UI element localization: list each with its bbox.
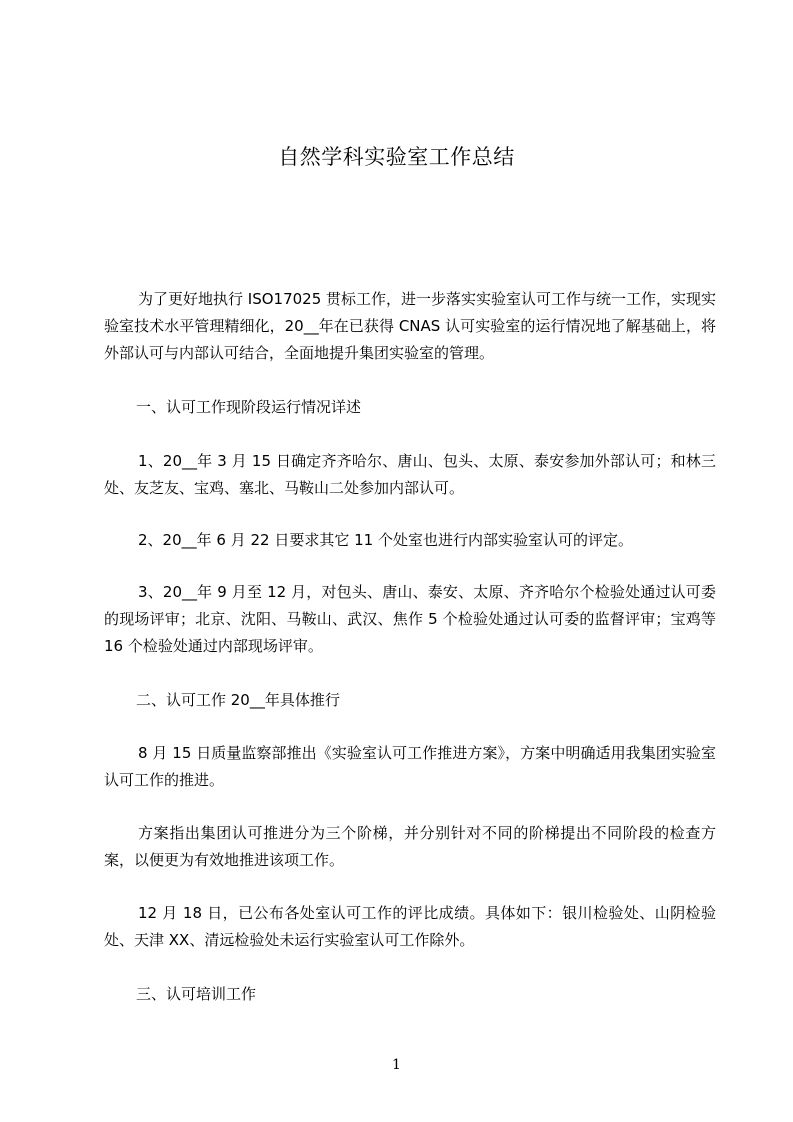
section-1-item-3-text: 3、20__年 9 月至 12 月，对包头、唐山、泰安、太原、齐齐哈尔个检验处通过认可委的现场评审；北京、沈阳、马鞍山、武汉、焦作 5 个检验处通过认可委的监督评审；宝鸡等 16 个检验处通过内部现场评审。: [104, 583, 716, 655]
intro-text: 为了更好地执行 ISO17025 贯标工作，进一步落实实验室认可工作与统一工作，实现实验室技术水平管理精细化，20__年在已获得 CNAS 认可实验室的运行情况地了解基础上，将外部认可与内部认可结合，全面地提升集团实验室的管理。: [104, 290, 717, 362]
section-2-paragraph-2-text: 方案指出集团认可推进分为三个阶梯，并分别针对不同的阶梯提出不同阶段的检查方案，以便更为有效地推进该项工作。: [104, 824, 716, 869]
section-2-paragraph-3-text: 12 月 18 日，已公布各处室认可工作的评比成绩。具体如下：银川检验处、山阴检验处、天津 XX、清远检验处未运行实验室认可工作除外。: [104, 904, 716, 949]
section-1-item-3: [104, 579, 716, 660]
section-2-heading: 二、认可工作 20__年具体推行: [136, 691, 340, 709]
section-1-item-1-text: 1、20__年 3 月 15 日确定齐齐哈尔、唐山、包头、太原、泰安参加外部认可；和林三处、友芝友、宝鸡、塞北、马鞍山二处参加内部认可。: [104, 452, 716, 497]
page-number: 1: [392, 1057, 401, 1073]
intro-paragraph: [104, 286, 716, 367]
section-1-heading: 一、认可工作现阶段运行情况详述: [136, 398, 362, 416]
section-2-paragraph-1: [104, 740, 716, 794]
section-2-paragraph-2: [104, 820, 716, 874]
section-1-item-2-text: 2、20__年 6 月 22 日要求其它 11 个处室也进行内部实验室认可的评定。: [138, 531, 633, 549]
section-1-item-2: [104, 527, 716, 554]
section-3-heading: 三、认可培训工作: [136, 985, 257, 1003]
document-title: 自然学科实验室工作总结: [278, 145, 515, 169]
section-2-paragraph-1-text: 8 月 15 日质量监察部推出《实验室认可工作推进方案》，方案中明确适用我集团实验室认可工作的推进。: [104, 744, 716, 789]
section-2-paragraph-3: [104, 900, 716, 954]
section-1-item-1: [104, 448, 716, 502]
